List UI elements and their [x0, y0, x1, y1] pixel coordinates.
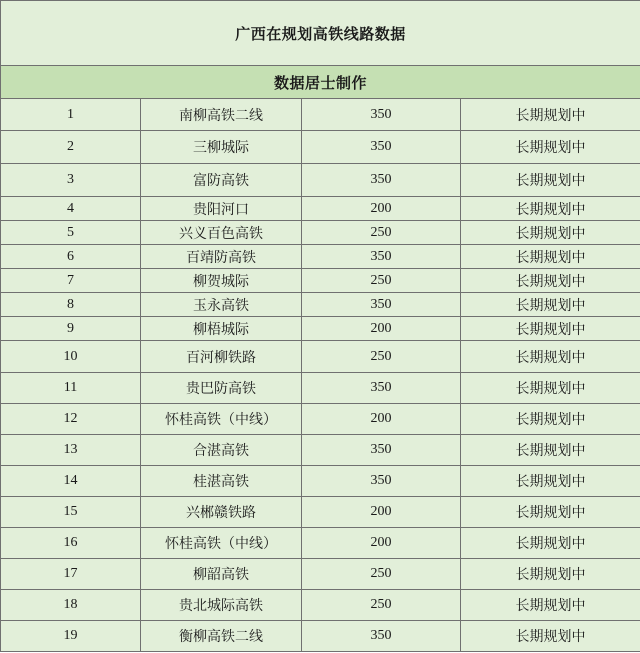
line-name: 合湛高铁	[141, 435, 302, 466]
subtitle-row	[1, 66, 640, 99]
planning-status: 长期规划中	[461, 404, 640, 435]
row-number: 8	[1, 293, 141, 317]
planning-status: 长期规划中	[461, 269, 640, 293]
line-name: 怀桂高铁（中线）	[141, 528, 302, 559]
row-number: 13	[1, 435, 141, 466]
table-row	[1, 245, 640, 269]
line-name: 贵北城际高铁	[141, 590, 302, 621]
table-row	[1, 341, 640, 373]
line-name: 百靖防高铁	[141, 245, 302, 269]
table-row	[1, 528, 640, 559]
row-number: 10	[1, 341, 141, 373]
table-row	[1, 373, 640, 404]
line-name: 南柳高铁二线	[141, 99, 302, 131]
table-row	[1, 466, 640, 497]
line-name: 兴郴赣铁路	[141, 497, 302, 528]
design-speed: 250	[302, 341, 461, 373]
table-row	[1, 269, 640, 293]
planning-status: 长期规划中	[461, 99, 640, 131]
line-name: 三柳城际	[141, 131, 302, 164]
design-speed: 350	[302, 293, 461, 317]
table-row	[1, 99, 640, 131]
line-name: 衡柳高铁二线	[141, 621, 302, 652]
design-speed: 250	[302, 559, 461, 590]
line-name: 玉永高铁	[141, 293, 302, 317]
row-number: 3	[1, 164, 141, 197]
design-speed: 200	[302, 404, 461, 435]
row-number: 17	[1, 559, 141, 590]
line-name: 怀桂高铁（中线）	[141, 404, 302, 435]
line-name: 百河柳铁路	[141, 341, 302, 373]
table-row	[1, 317, 640, 341]
line-name: 兴义百色高铁	[141, 221, 302, 245]
table-row	[1, 590, 640, 621]
planning-status: 长期规划中	[461, 164, 640, 197]
row-number: 9	[1, 317, 141, 341]
line-name: 贵巴防高铁	[141, 373, 302, 404]
design-speed: 350	[302, 466, 461, 497]
design-speed: 200	[302, 497, 461, 528]
planning-status: 长期规划中	[461, 590, 640, 621]
row-number: 14	[1, 466, 141, 497]
row-number: 2	[1, 131, 141, 164]
planning-status: 长期规划中	[461, 435, 640, 466]
row-number: 4	[1, 197, 141, 221]
design-speed: 350	[302, 164, 461, 197]
planning-status: 长期规划中	[461, 221, 640, 245]
design-speed: 350	[302, 245, 461, 269]
design-speed: 350	[302, 373, 461, 404]
table-row	[1, 435, 640, 466]
design-speed: 250	[302, 590, 461, 621]
table-row	[1, 497, 640, 528]
design-speed: 350	[302, 621, 461, 652]
row-number: 16	[1, 528, 141, 559]
planning-status: 长期规划中	[461, 497, 640, 528]
row-number: 5	[1, 221, 141, 245]
line-name: 贵阳河口	[141, 197, 302, 221]
planning-status: 长期规划中	[461, 621, 640, 652]
design-speed: 350	[302, 99, 461, 131]
row-number: 7	[1, 269, 141, 293]
planning-status: 长期规划中	[461, 559, 640, 590]
table-subtitle: 数据居士制作	[1, 66, 640, 99]
planning-status: 长期规划中	[461, 317, 640, 341]
table-row	[1, 197, 640, 221]
table-row	[1, 293, 640, 317]
table-row	[1, 621, 640, 652]
planning-status: 长期规划中	[461, 293, 640, 317]
row-number: 15	[1, 497, 141, 528]
planning-status: 长期规划中	[461, 197, 640, 221]
design-speed: 200	[302, 528, 461, 559]
row-number: 19	[1, 621, 141, 652]
planning-status: 长期规划中	[461, 245, 640, 269]
planning-status: 长期规划中	[461, 131, 640, 164]
line-name: 柳韶高铁	[141, 559, 302, 590]
line-name: 富防高铁	[141, 164, 302, 197]
design-speed: 250	[302, 269, 461, 293]
line-name: 桂湛高铁	[141, 466, 302, 497]
title-row	[1, 1, 640, 66]
row-number: 11	[1, 373, 141, 404]
row-number: 6	[1, 245, 141, 269]
line-name: 柳梧城际	[141, 317, 302, 341]
line-name: 柳贺城际	[141, 269, 302, 293]
row-number: 1	[1, 99, 141, 131]
design-speed: 250	[302, 221, 461, 245]
table-title: 广西在规划高铁线路数据	[1, 1, 640, 66]
planning-status: 长期规划中	[461, 341, 640, 373]
row-number: 18	[1, 590, 141, 621]
row-number: 12	[1, 404, 141, 435]
table-row	[1, 164, 640, 197]
planning-status: 长期规划中	[461, 528, 640, 559]
table-row	[1, 221, 640, 245]
design-speed: 350	[302, 435, 461, 466]
design-speed: 200	[302, 317, 461, 341]
design-speed: 200	[302, 197, 461, 221]
design-speed: 350	[302, 131, 461, 164]
table-row	[1, 559, 640, 590]
planning-status: 长期规划中	[461, 373, 640, 404]
table-row	[1, 404, 640, 435]
planning-status: 长期规划中	[461, 466, 640, 497]
table-row	[1, 131, 640, 164]
